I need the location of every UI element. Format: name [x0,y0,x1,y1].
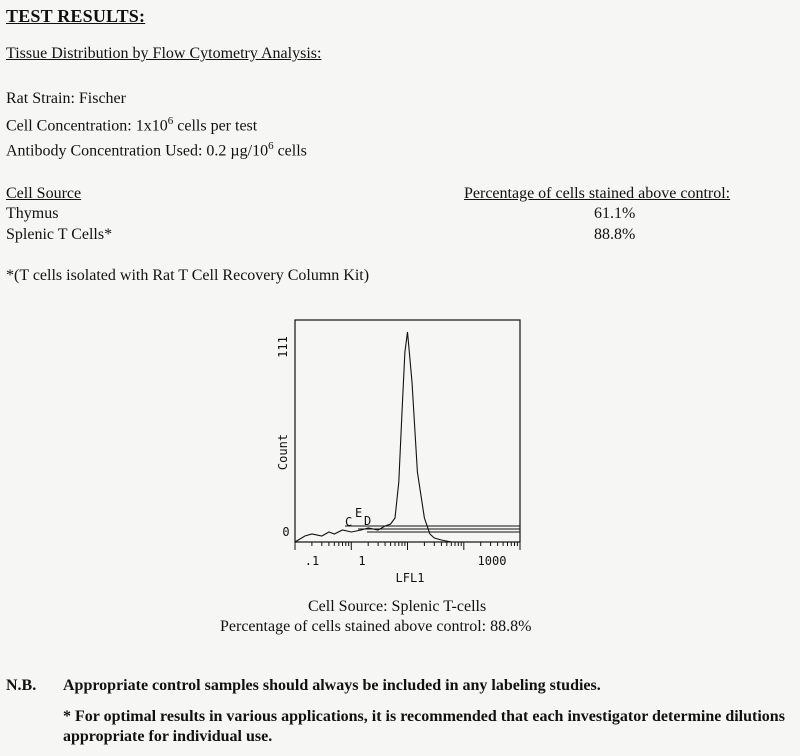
x-axis-ticks [295,542,520,550]
cell-concentration-exponent: 6 [167,115,174,127]
antibody-concentration-exponent: 6 [268,140,274,152]
table-header-percentage: Percentage of cells stained above control: [464,185,731,202]
antibody-concentration-line [6,140,307,160]
table-row-percent: 61.1% [594,205,636,222]
histogram-series-line [295,332,520,542]
antibody-concentration-suffix: cells [273,142,307,160]
x-tick-label-1: 1 [358,554,366,568]
table-row-source: Splenic T Cells* [6,226,113,243]
nb-note: * For optimal results in various applications, it is recommended that each investigator determine dilutions appropriate for individual use. [63,708,785,745]
plot-frame [295,320,520,542]
nb-label: N.B. [6,677,37,694]
footnote: *(T cells isolated with Rat T Cell Recovery Column Kit) [6,267,370,284]
x-tick-label-max: 1000 [477,554,507,568]
gate-marker-label: D [364,514,372,528]
y-axis-label: Count [276,433,290,471]
table-row-percent: 88.8% [594,226,636,243]
gate-marker-label: E [355,506,363,520]
table-header-cell-source: Cell Source [6,185,82,202]
x-tick-label-min: .1 [304,554,320,568]
chart-caption-source: Cell Source: Splenic T-cells [308,598,487,615]
section-subtitle: Tissue Distribution by Flow Cytometry Analysis: [6,45,322,62]
rat-strain-line: Rat Strain: Fischer [6,90,126,107]
chart-caption-percent: Percentage of cells stained above control: 88.8% [220,618,532,635]
table-row-source: Thymus [6,205,59,222]
antibody-concentration-prefix: Antibody Concentration Used: 0.2 µg/10 [6,142,269,160]
page-title: TEST RESULTS: [6,6,146,26]
cell-concentration-prefix: Cell Concentration: 1x10 [6,117,168,135]
histogram-svg [270,312,525,585]
y-tick-label-min: 0 [282,525,290,539]
nb-text: Appropriate control samples should always be included in any labeling studies. [63,677,601,694]
gate-marker-label: C [345,515,353,529]
x-axis-label: LFL1 [395,571,425,585]
y-tick-label-max: 111 [276,336,290,358]
cell-concentration-suffix: cells per test [173,117,258,135]
cell-concentration-line [6,115,257,135]
flow-cytometry-histogram [270,312,525,585]
